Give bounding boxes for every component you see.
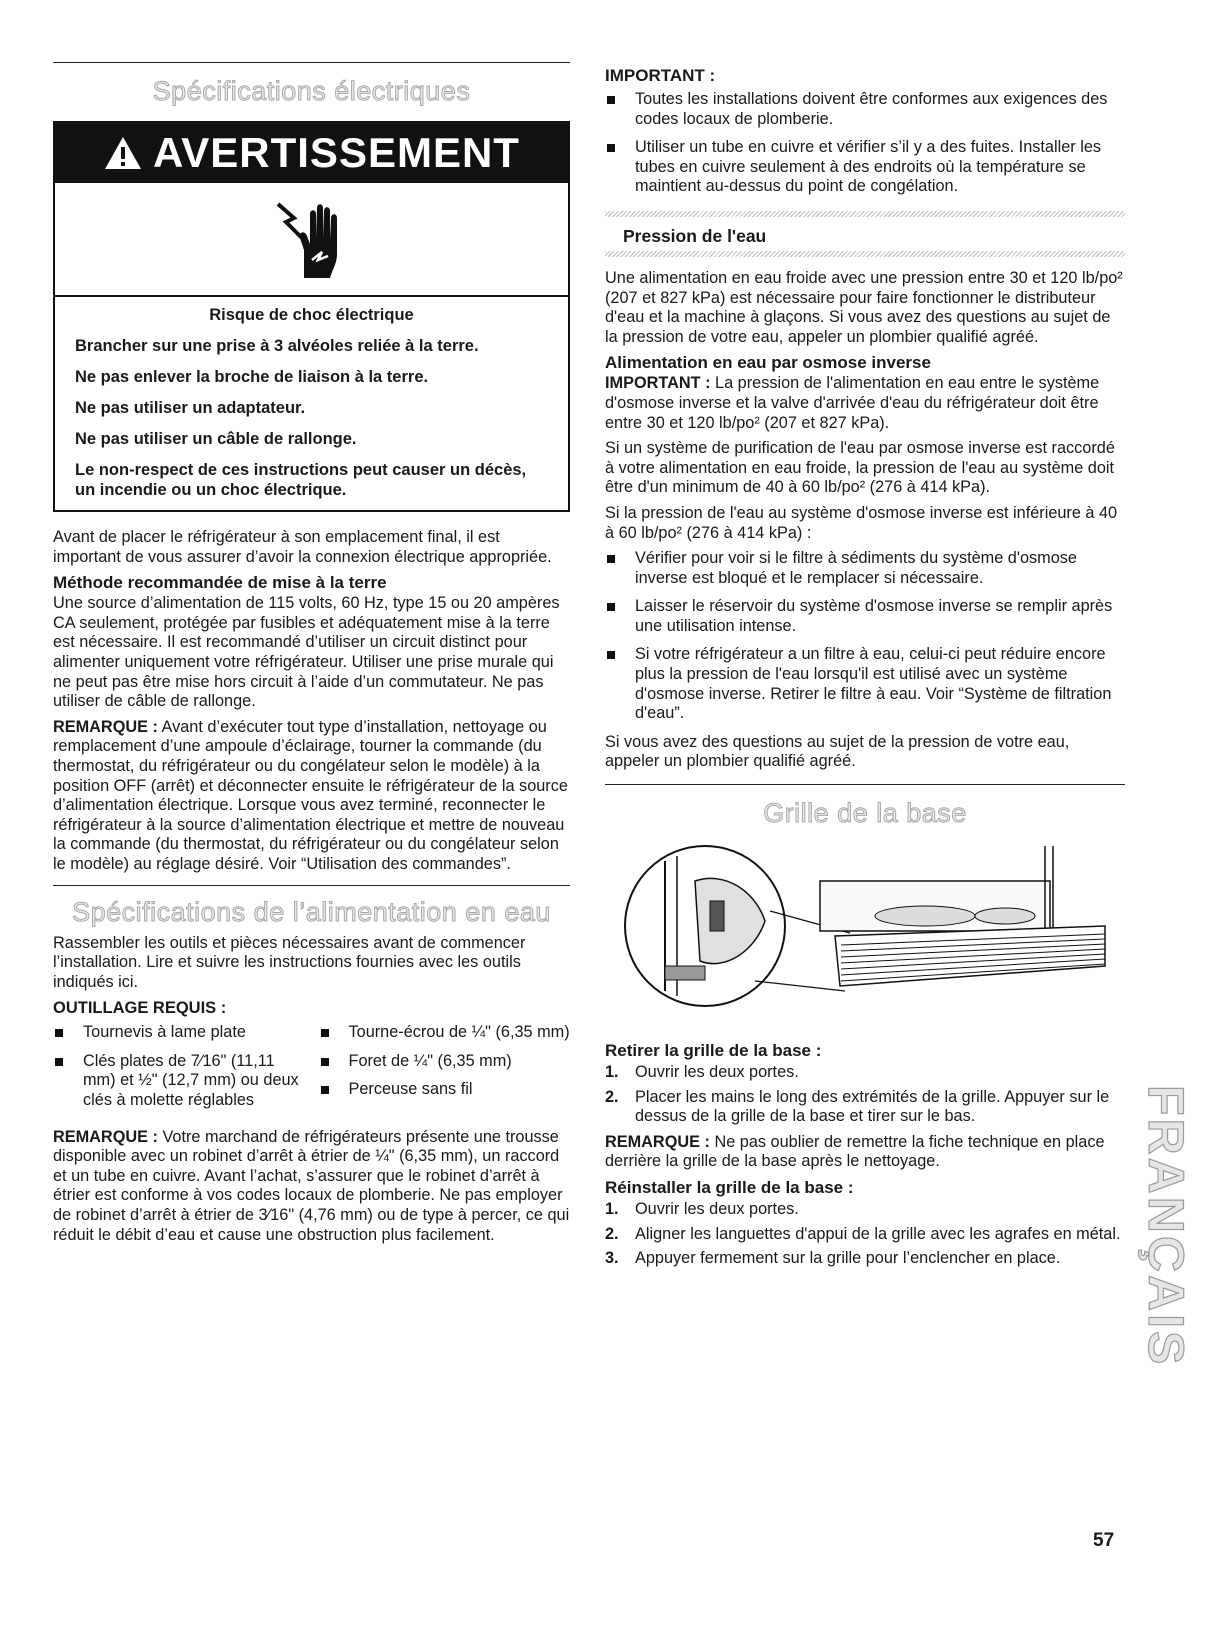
remarque-text: Ne pas oublier de remettre la fiche technique en place derrière la grille de la base après le nettoyage.: [605, 1132, 1105, 1171]
tool-item: Perceuse sans fil: [319, 1080, 571, 1100]
hatched-divider: [605, 211, 1125, 217]
reinstall-steps: [605, 1200, 1125, 1269]
important-item: Toutes les installations doivent être conformes aux exigences des codes locaux de plomberie.: [605, 90, 1125, 129]
reinstall-grille-title: Réinstaller la grille de la base :: [605, 1178, 854, 1197]
step-text: Ouvrir les deux portes.: [635, 1063, 799, 1082]
warning-line-risk: Risque de choc électrique: [209, 306, 414, 324]
tools-column-2: [319, 1023, 571, 1119]
important-title: IMPORTANT :: [605, 66, 716, 85]
remove-step: [605, 1063, 1125, 1083]
water-intro: Rassembler les outils et pièces nécessaires avant de commencer l’installation. Lire et suivre les instructions fournies avec les outils indiqués ici.: [53, 933, 526, 991]
warning-header-text: AVERTISSEMENT: [153, 129, 520, 176]
pressure-text: Une alimentation en eau froide avec une pression entre 30 et 120 lb/po² (207 et 827 kPa) est nécessaire pour faire fonctionner le distributeur d'eau et la machine à glaçons. Si vous avez des questions au sujet de la pression de votre eau, appeler un plombier qualifié agréé.: [605, 268, 1123, 346]
warning-triangle-icon: [103, 135, 143, 171]
warning-line: Ne pas utiliser un câble de rallonge.: [75, 430, 357, 448]
ro-item: Laisser le réservoir du système d'osmose inverse se remplir après une utilisation intense.: [605, 597, 1125, 636]
page-number: 57: [1093, 1530, 1115, 1551]
electric-shock-hand-icon: [272, 194, 352, 284]
tools-column-1: [53, 1023, 305, 1119]
section-rule: [53, 62, 570, 63]
ro-title: Alimentation en eau par osmose inverse: [605, 353, 931, 373]
warning-icon-area: [55, 183, 568, 297]
section-title-electrical: Spécifications électriques: [152, 76, 471, 106]
step-text: Placer les mains le long des extrémités de la grille. Appuyer sur le dessus de la grille de la base et tirer sur le bas.: [635, 1087, 1110, 1126]
ro-list: [605, 549, 1125, 724]
step-number: 1.: [605, 1063, 619, 1082]
step-text: Appuyer fermement sur la grille pour l’enclencher en place.: [635, 1249, 1061, 1268]
reinstall-step: [605, 1225, 1125, 1245]
step-number: 1.: [605, 1200, 619, 1218]
warning-box: [53, 121, 570, 512]
electrical-intro: Avant de placer le réfrigérateur à son emplacement final, il est important de vous assurer d’avoir la connexion électrique appropriée.: [53, 528, 552, 566]
tool-item: Clés plates de 7⁄16" (11,11 mm) et ½" (12,7 mm) ou deux clés à molette réglables: [53, 1052, 305, 1111]
important-list: [605, 90, 1125, 197]
remarque-label: REMARQUE :: [53, 1127, 158, 1146]
section-rule: [53, 885, 570, 886]
remove-steps: [605, 1063, 1125, 1127]
step-number: 2.: [605, 1224, 619, 1243]
ro-item: Vérifier pour voir si le filtre à sédiments du système d'osmose inverse est bloqué et le remplacer si nécessaire.: [605, 549, 1125, 588]
remove-step: [605, 1088, 1125, 1127]
tool-item: Foret de ¼" (6,35 mm): [319, 1052, 571, 1072]
remove-grille-title: Retirer la grille de la base :: [605, 1041, 822, 1061]
hatched-divider: [605, 251, 1125, 257]
right-column: [605, 62, 1125, 1275]
language-side-tab-text: FRANÇAIS: [1138, 1085, 1194, 1368]
warning-line: Le non-respect de ces instructions peut causer un décès, un incendie ou un choc électrique.: [75, 461, 527, 499]
step-number: 2.: [605, 1087, 619, 1106]
base-grille-illustration: [605, 841, 1125, 1026]
language-side-tab: [1138, 1085, 1194, 1645]
tool-item: Tourne-écrou de ¼" (6,35 mm): [319, 1023, 571, 1043]
warning-line: Brancher sur une prise à 3 alvéoles reliée à la terre.: [75, 337, 479, 355]
warning-header: [55, 123, 568, 183]
ro-text: Si vous avez des questions au sujet de la pression de votre eau, appeler un plombier qualifié agréé.: [605, 732, 1070, 771]
warning-text: [55, 297, 568, 510]
step-number: 3.: [605, 1249, 619, 1268]
pressure-title: Pression de l'eau: [623, 225, 767, 246]
step-text: Aligner les languettes d'appui de la grille avec les agrafes en métal.: [635, 1224, 1121, 1243]
section-title-water: Spécifications de l’alimentation en eau: [72, 896, 551, 927]
step-text: Ouvrir les deux portes.: [635, 1200, 799, 1218]
ro-item: Si votre réfrigérateur a un filtre à eau, celui-ci peut réduire encore plus la pression de l'eau lorsqu'il est utilisé avec un système d'osmose inverse. Retirer le filtre à eau. Voir “Système de filtration d'eau”.: [605, 645, 1125, 723]
ro-important-text: La pression de l'alimentation en eau entre le système d'osmose inverse et la valve d'arrivée d'eau du réfrigérateur doit être entre 30 et 120 lb/po² (207 et 827 kPa).: [605, 374, 1100, 432]
remarque-text: Votre marchand de réfrigérateurs présente une trousse disponible avec un robinet d’arrêt à étrier de ¼" (6,35 mm), un raccord et un tube en cuivre. Avant l’achat, s’assurer que le robinet d’arrêt à étrier est conforme à vos codes locaux de plomberie. Ne pas employer de robinet d’arrêt à étrier de 3⁄16" (4,76 mm) ou de type à percer, ce qui réduit le débit d’eau et cause une obstruction plus facilement.: [53, 1127, 570, 1244]
ro-text: Si la pression de l'eau au système d'osmose inverse est inférieure à 40 à 60 lb/po² (276 à 414 kPa) :: [605, 503, 1118, 542]
remarque-grille: [605, 1133, 1125, 1172]
remarque-label: REMARQUE :: [53, 717, 158, 736]
ground-method-text: Une source d’alimentation de 115 volts, 60 Hz, type 15 ou 20 ampères CA seulement, protégée par fusibles et adéquatement mise à la terre est nécessaire. Il est recommandé d’utiliser un circuit distinct pour alimenter uniquement votre réfrigérateur. Utiliser une prise murale qui ne peut pas être mise hors circuit à l’aide d’un commutateur. Ne pas utiliser de câble de rallonge.: [53, 594, 560, 711]
ro-text: Si un système de purification de l'eau par osmose inverse est raccordé à votre alimentation en eau froide, la pression de l'eau au système doit être d'un minimum de 40 à 60 lb/po² (276 à 414 kPa).: [605, 439, 1115, 497]
remarque-water: [53, 1128, 570, 1246]
remarque-text: Avant d’exécuter tout type d’installation, nettoyage ou remplacement d’une ampoule d’éclairage, tourner la commande (du thermostat, du réfrigérateur ou du congélateur selon le modèle) à la position OFF (arrêt) et déconnecter ensuite le réfrigérateur de la source d’alimentation électrique. Lorsque vous avez terminé, reconnecter le réfrigérateur à la source d’alimentation électrique et mettre de nouveau la commande (du thermostat, du réfrigérateur ou du congélateur selon le modèle) au réglage désiré. Voir “Utilisation des commandes”.: [53, 717, 568, 873]
tools-list: [53, 1019, 570, 1127]
reinstall-step: [605, 1249, 1125, 1269]
remarque-label: REMARQUE :: [605, 1132, 710, 1151]
left-column: [53, 62, 570, 1251]
remarque-electrical: [53, 718, 570, 875]
tool-item: Tournevis à lame plate: [53, 1023, 305, 1043]
warning-line: Ne pas utiliser un adaptateur.: [75, 399, 306, 417]
important-label: IMPORTANT :: [605, 374, 711, 393]
tools-title: OUTILLAGE REQUIS :: [53, 999, 227, 1018]
ground-method-title: Méthode recommandée de mise à la terre: [53, 573, 387, 593]
section-rule: [605, 784, 1125, 785]
important-item: Utiliser un tube en cuivre et vérifier s’il y a des fuites. Installer les tubes en cuivre seulement à des endroits où la température se maintient au-dessus du point de congélation.: [605, 138, 1125, 197]
reinstall-step: [605, 1200, 1125, 1220]
section-title-grille: Grille de la base: [763, 798, 967, 829]
ro-important: [605, 374, 1125, 433]
warning-line: Ne pas enlever la broche de liaison à la terre.: [75, 368, 429, 386]
